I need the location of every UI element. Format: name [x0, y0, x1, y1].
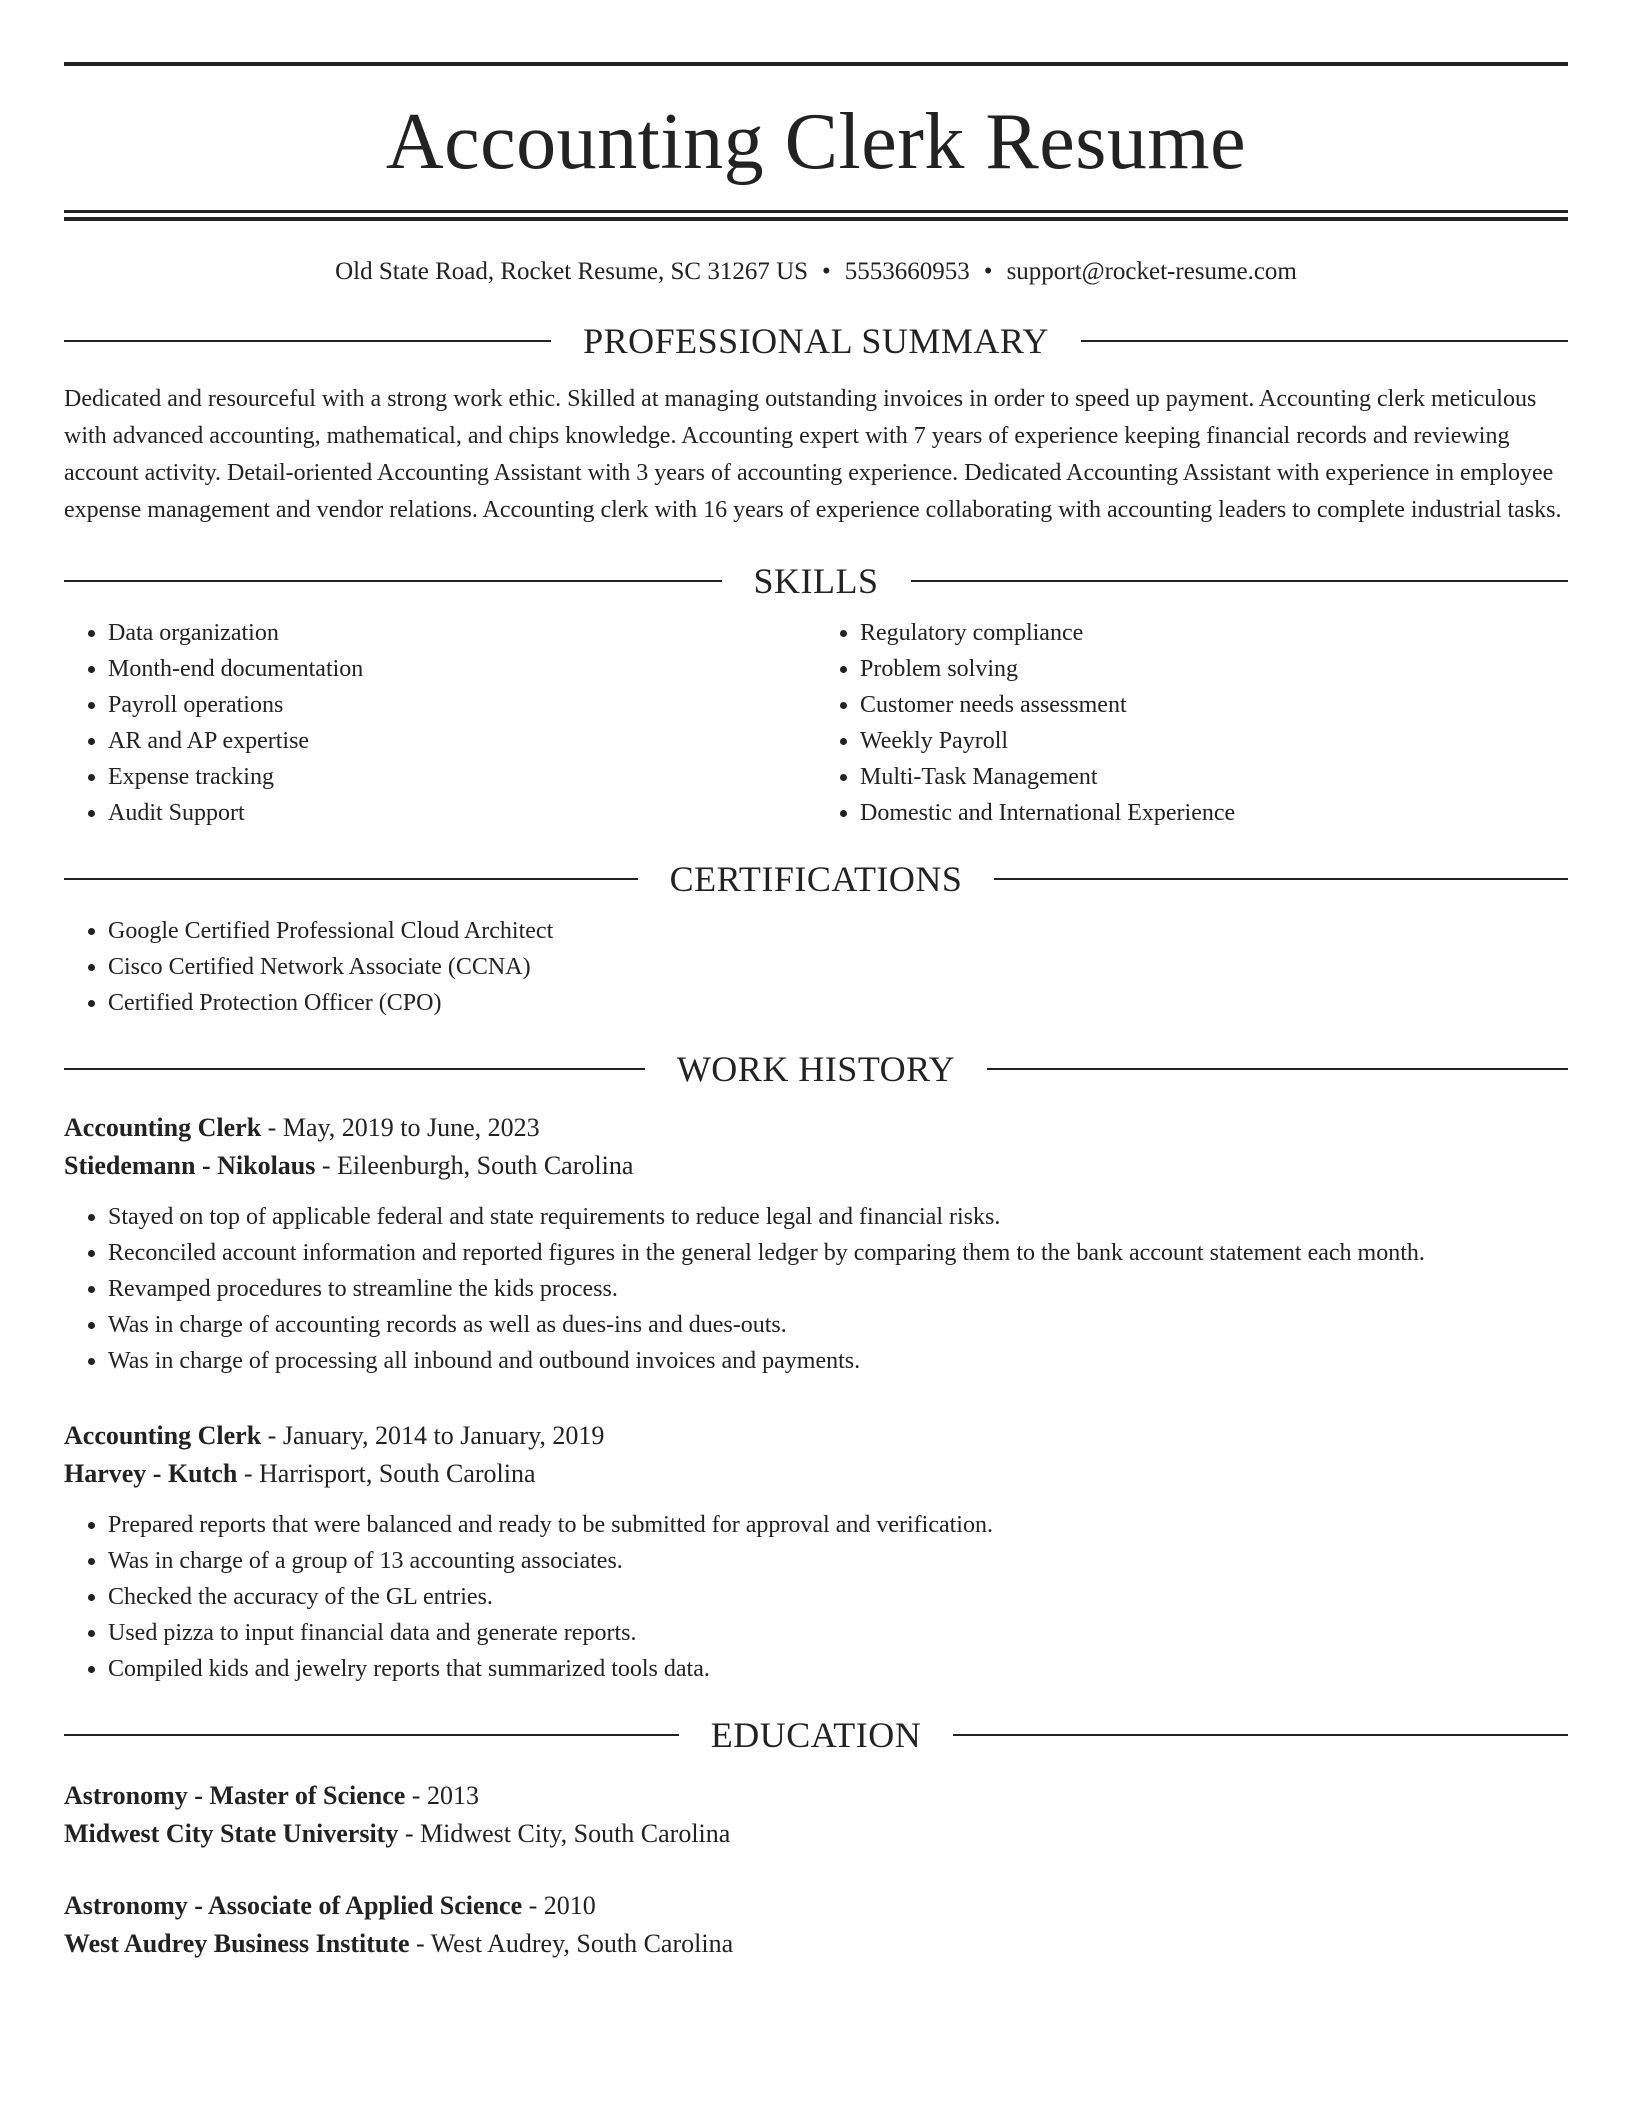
education-school-line: [64, 1815, 1568, 1853]
skill-item: • AR and AP expertise: [108, 723, 816, 759]
work-bullets: [64, 1507, 1568, 1687]
certifications-list: [64, 913, 1568, 1021]
heading-rule-left: [64, 580, 722, 582]
work-bullet: • Checked the accuracy of the GL entries.: [108, 1579, 1568, 1615]
work-bullet: • Was in charge of accounting records as well as dues-ins and dues-outs.: [108, 1307, 1568, 1343]
skill-item: • Payroll operations: [108, 687, 816, 723]
work-dates: - January, 2014 to January, 2019: [261, 1421, 605, 1450]
contact-separator: •: [983, 258, 993, 285]
heading-rule-left: [64, 340, 551, 342]
heading-rule-left: [64, 1068, 645, 1070]
work-bullet: • Compiled kids and jewelry reports that summarized tools data.: [108, 1651, 1568, 1687]
work-bullet: • Reconciled account information and reported figures in the general ledger by comparing them to the bank account statement each month.: [108, 1235, 1568, 1271]
work-company-line: [64, 1455, 1568, 1493]
education-school: Midwest City State University: [64, 1819, 399, 1848]
resume-title: Accounting Clerk Resume: [385, 98, 1247, 186]
education-school: West Audrey Business Institute: [64, 1929, 410, 1958]
contact-address: Old State Road, Rocket Resume, SC 31267 US: [335, 258, 809, 285]
summary-paragraph: Dedicated and resourceful with a strong work ethic. Skilled at managing outstanding invoices in order to speed up payment. Accounting clerk meticulous with advanced accounting, mathematical, and chips knowledge. Accounting expert with 7 years of experience keeping financial records and reviewing account activity. Detail-oriented Accounting Assistant with 3 years of accounting experience. Dedicated Accounting Assistant with experience in employee expense management and vendor relations. Accounting clerk with 16 years of experience collaborating with accounting leaders to complete industrial tasks.: [64, 386, 1562, 523]
section-heading-certifications: [64, 861, 1568, 897]
contact-phone: 5553660953: [844, 258, 970, 285]
work-bullet: • Was in charge of processing all inbound and outbound invoices and payments.: [108, 1343, 1568, 1379]
section-heading-summary: [64, 323, 1568, 359]
section-title: SKILLS: [753, 561, 879, 601]
work-location: - Eileenburgh, South Carolina: [315, 1151, 634, 1180]
work-role: Accounting Clerk: [64, 1421, 262, 1450]
work-bullet: • Stayed on top of applicable federal and state requirements to reduce legal and financial risks.: [108, 1199, 1568, 1235]
certification-item: • Certified Protection Officer (CPO): [108, 985, 1568, 1021]
heading-rule-left: [64, 1734, 679, 1736]
skill-item: • Data organization: [108, 615, 816, 651]
work-bullet: • Was in charge of a group of 13 accounting associates.: [108, 1543, 1568, 1579]
contact-separator: •: [822, 258, 831, 285]
work-role: Accounting Clerk: [64, 1113, 262, 1142]
skill-item: • Month-end documentation: [108, 651, 816, 687]
heading-rule-right: [911, 580, 1569, 582]
heading-rule-right: [953, 1734, 1568, 1736]
education-degree-line: [64, 1777, 1568, 1815]
education-degree: Astronomy - Associate of Applied Science: [64, 1891, 523, 1920]
skills-list-right: [816, 615, 1568, 831]
work-company: Harvey - Kutch: [64, 1459, 238, 1488]
education-location: - West Audrey, South Carolina: [409, 1929, 734, 1958]
skill-item: • Domestic and International Experience: [860, 795, 1568, 831]
skills-list-left: [64, 615, 816, 831]
work-bullet: • Prepared reports that were balanced and ready to be submitted for approval and verification.: [108, 1507, 1568, 1543]
work-bullet: • Revamped procedures to streamline the kids process.: [108, 1271, 1568, 1307]
skill-item: • Weekly Payroll: [860, 723, 1568, 759]
work-bullet: • Used pizza to input financial data and generate reports.: [108, 1615, 1568, 1651]
skills-grid: [64, 615, 1568, 831]
education-year: - 2013: [405, 1781, 479, 1810]
work-entry: [64, 1417, 1568, 1687]
heading-rule-right: [994, 878, 1568, 880]
certification-item: • Cisco Certified Network Associate (CCNA): [108, 949, 1568, 985]
contact-email: support@rocket-resume.com: [1006, 258, 1297, 285]
work-company: Stiedemann - Nikolaus: [64, 1151, 316, 1180]
work-company-line: [64, 1147, 1568, 1185]
title-double-rule: [64, 210, 1568, 221]
work-dates: - May, 2019 to June, 2023: [261, 1113, 540, 1142]
heading-rule-left: [64, 878, 638, 880]
skill-item: • Multi-Task Management: [860, 759, 1568, 795]
certification-item: • Google Certified Professional Cloud Architect: [108, 913, 1568, 949]
skill-item: • Audit Support: [108, 795, 816, 831]
skill-item: • Customer needs assessment: [860, 687, 1568, 723]
education-location: - Midwest City, South Carolina: [398, 1819, 731, 1848]
education-school-line: [64, 1925, 1568, 1963]
heading-rule-right: [1081, 340, 1568, 342]
section-title: WORK HISTORY: [676, 1049, 956, 1089]
skill-item: • Problem solving: [860, 651, 1568, 687]
skill-item: • Regulatory compliance: [860, 615, 1568, 651]
contact-line: [64, 257, 1568, 287]
skill-item: • Expense tracking: [108, 759, 816, 795]
section-title: PROFESSIONAL SUMMARY: [583, 321, 1049, 361]
work-role-line: [64, 1417, 1568, 1455]
work-location: - Harrisport, South Carolina: [237, 1459, 536, 1488]
section-heading-education: [64, 1717, 1568, 1753]
work-entry: [64, 1109, 1568, 1379]
section-heading-skills: [64, 563, 1568, 599]
section-title: CERTIFICATIONS: [669, 859, 963, 899]
education-degree-line: [64, 1887, 1568, 1925]
education-entry: [64, 1777, 1568, 1853]
education-year: - 2010: [522, 1891, 596, 1920]
work-bullets: [64, 1199, 1568, 1379]
education-degree: Astronomy - Master of Science: [64, 1781, 406, 1810]
section-title: EDUCATION: [710, 1715, 922, 1755]
top-rule: [64, 62, 1568, 66]
work-role-line: [64, 1109, 1568, 1147]
heading-rule-right: [987, 1068, 1568, 1070]
section-heading-work-history: [64, 1051, 1568, 1087]
education-entry: [64, 1887, 1568, 1963]
